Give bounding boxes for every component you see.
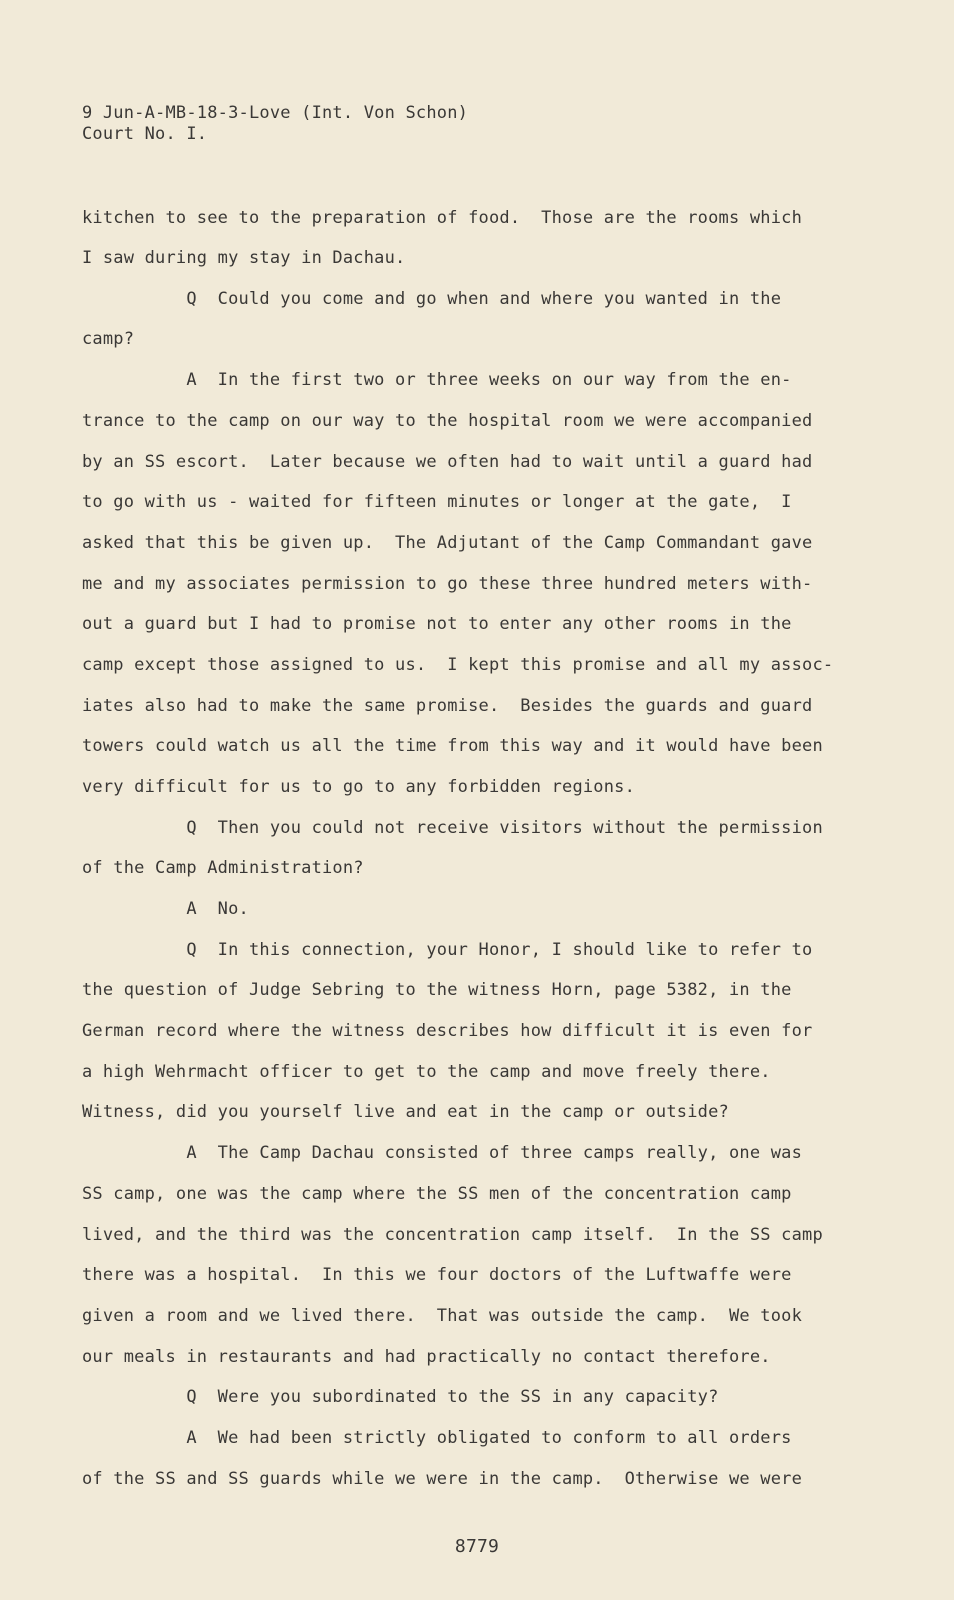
text-line: I saw during my stay in Dachau. [82,248,406,268]
text-line: me and my associates permission to go these three hundred meters with- [82,574,813,594]
text-line: there was a hospital. In this we four doctors of the Luftwaffe were [82,1265,792,1285]
text-line: given a room and we lived there. That was outside the camp. We took [82,1306,803,1326]
text-line: iates also had to make the same promise. Besides the guards and guard [82,696,813,716]
page-number: 8779 [454,1536,500,1557]
header-line-1: 9 Jun-A-MB-18-3-Love (Int. Von Schon) [82,103,469,123]
text-line: Q Were you subordinated to the SS in any capacity? [82,1387,719,1407]
text-line: Q In this connection, your Honor, I should like to refer to [82,940,813,960]
text-line: trance to the camp on our way to the hospital room we were accompanied [82,411,813,431]
text-line: towers could watch us all the time from this way and it would have been [82,736,823,756]
text-line: A No. [82,899,249,919]
text-line: asked that this be given up. The Adjutant of the Camp Commandant gave [82,533,813,553]
text-line: A The Camp Dachau consisted of three camps really, one was [82,1143,803,1163]
text-line: out a guard but I had to promise not to enter any other rooms in the [82,614,792,634]
text-line: Q Could you come and go when and where you wanted in the [82,289,782,309]
header-line-2: Court No. I. [82,124,208,144]
text-line: of the SS and SS guards while we were in the camp. Otherwise we were [82,1469,803,1489]
text-line: of the Camp Administration? [82,858,364,878]
text-line: camp? [82,329,135,349]
text-line: our meals in restaurants and had practically no contact therefore. [82,1347,771,1367]
text-line: to go with us - waited for fifteen minutes or longer at the gate, I [82,492,792,512]
text-line: German record where the witness describes how difficult it is even for [82,1021,813,1041]
text-line: very difficult for us to go to any forbidden regions. [82,777,636,797]
text-line: lived, and the third was the concentration camp itself. In the SS camp [82,1225,823,1245]
text-line: SS camp, one was the camp where the SS men of the concentration camp [82,1184,792,1204]
text-line: the question of Judge Sebring to the witness Horn, page 5382, in the [82,980,792,1000]
text-line: camp except those assigned to us. I kept this promise and all my assoc- [82,655,834,675]
text-line: by an SS escort. Later because we often had to wait until a guard had [82,452,813,472]
text-line: A We had been strictly obligated to conform to all orders [82,1428,792,1448]
text-line: Q Then you could not receive visitors without the permission [82,818,823,838]
text-line: Witness, did you yourself live and eat in the camp or outside? [82,1102,729,1122]
text-line: kitchen to see to the preparation of food. Those are the rooms which [82,208,803,228]
text-line: A In the first two or three weeks on our way from the en- [82,370,792,390]
text-line: a high Wehrmacht officer to get to the camp and move freely there. [82,1062,771,1082]
